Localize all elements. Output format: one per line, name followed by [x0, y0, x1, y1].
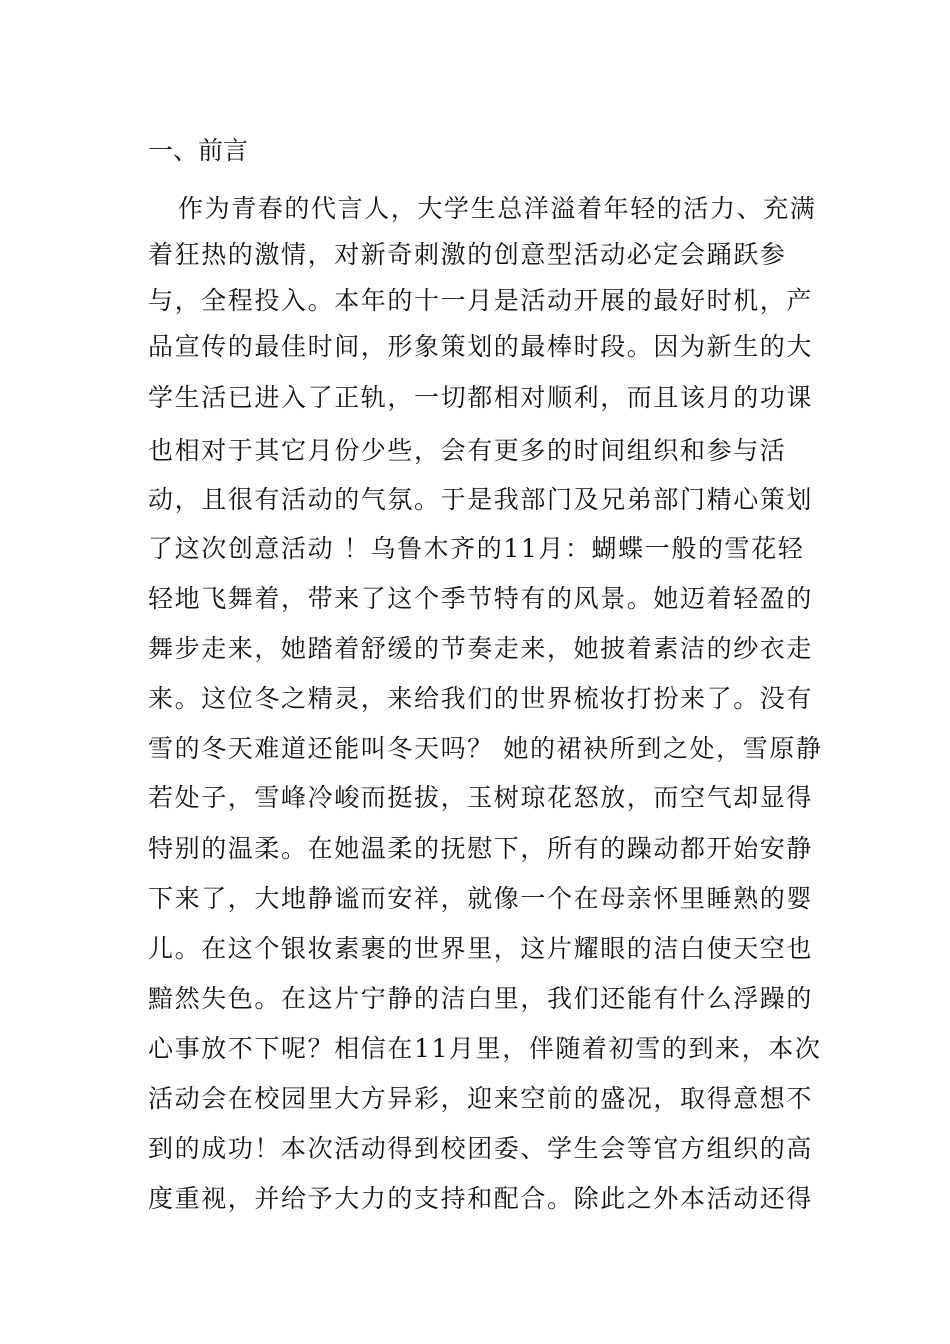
paragraph-line: 学生活已进入了正轨，一切都相对顺利，而且该月的功课: [148, 383, 814, 412]
paragraph-line: 品宣传的最佳时间，形象策划的最棒时段。因为新生的大: [148, 332, 814, 361]
paragraph-line: 活动会在校园里大方异彩，迎来空前的盛况，取得意想不: [148, 1084, 814, 1113]
paragraph-line: 与，全程投入。本年的十一月是活动开展的最好时机，产: [148, 286, 814, 315]
paragraph-line: 儿。在这个银妆素裹的世界里，这片耀眼的洁白使天空也: [148, 934, 814, 963]
paragraph-line: 下来了，大地静谧而安祥，就像一个在母亲怀里睡熟的婴: [148, 884, 814, 913]
paragraph-line: 雪的冬天难道还能叫冬天吗？ 她的裙袂所到之处，雪原静: [148, 734, 823, 763]
paragraph-line: 心事放不下呢？相信在11月里，伴随着初雪的到来，本次: [148, 1034, 822, 1063]
paragraph-line: 到的成功！本次活动得到校团委、学生会等官方组织的高: [148, 1134, 814, 1163]
paragraph-line: 也相对于其它月份少些，会有更多的时间组织和参与活: [148, 436, 787, 465]
paragraph-line: 轻地飞舞着，带来了这个季节特有的风景。她迈着轻盈的: [148, 584, 814, 613]
paragraph-line: 动，且很有活动的气氛。于是我部门及兄弟部门精心策划: [148, 485, 814, 514]
paragraph-line: 着狂热的激情，对新奇刺激的创意型活动必定会踊跃参: [148, 240, 787, 269]
paragraph-line: 特别的温柔。在她温柔的抚慰下，所有的躁动都开始安静: [148, 834, 814, 863]
paragraph-line: 舞步走来，她踏着舒缓的节奏走来，她披着素洁的纱衣走: [148, 634, 814, 663]
paragraph-line: 度重视，并给予大力的支持和配合。除此之外本活动还得: [148, 1184, 814, 1213]
paragraph-line: 黯然失色。在这片宁静的洁白里，我们还能有什么浮躁的: [148, 984, 814, 1013]
paragraph-line: 若处子，雪峰冷峻而挺拔，玉树琼花怒放，而空气却显得: [148, 783, 814, 812]
paragraph-line: 作为青春的代言人，大学生总洋溢着年轻的活力、充满: [178, 194, 817, 223]
paragraph-line: 来。这位冬之精灵，来给我们的世界梳妆打扮来了。没有: [148, 684, 814, 713]
section-heading: 一、前言: [148, 136, 249, 165]
paragraph-line: 了这次创意活动 ！乌鲁木齐的11月：蝴蝶一般的雪花轻: [148, 534, 805, 563]
